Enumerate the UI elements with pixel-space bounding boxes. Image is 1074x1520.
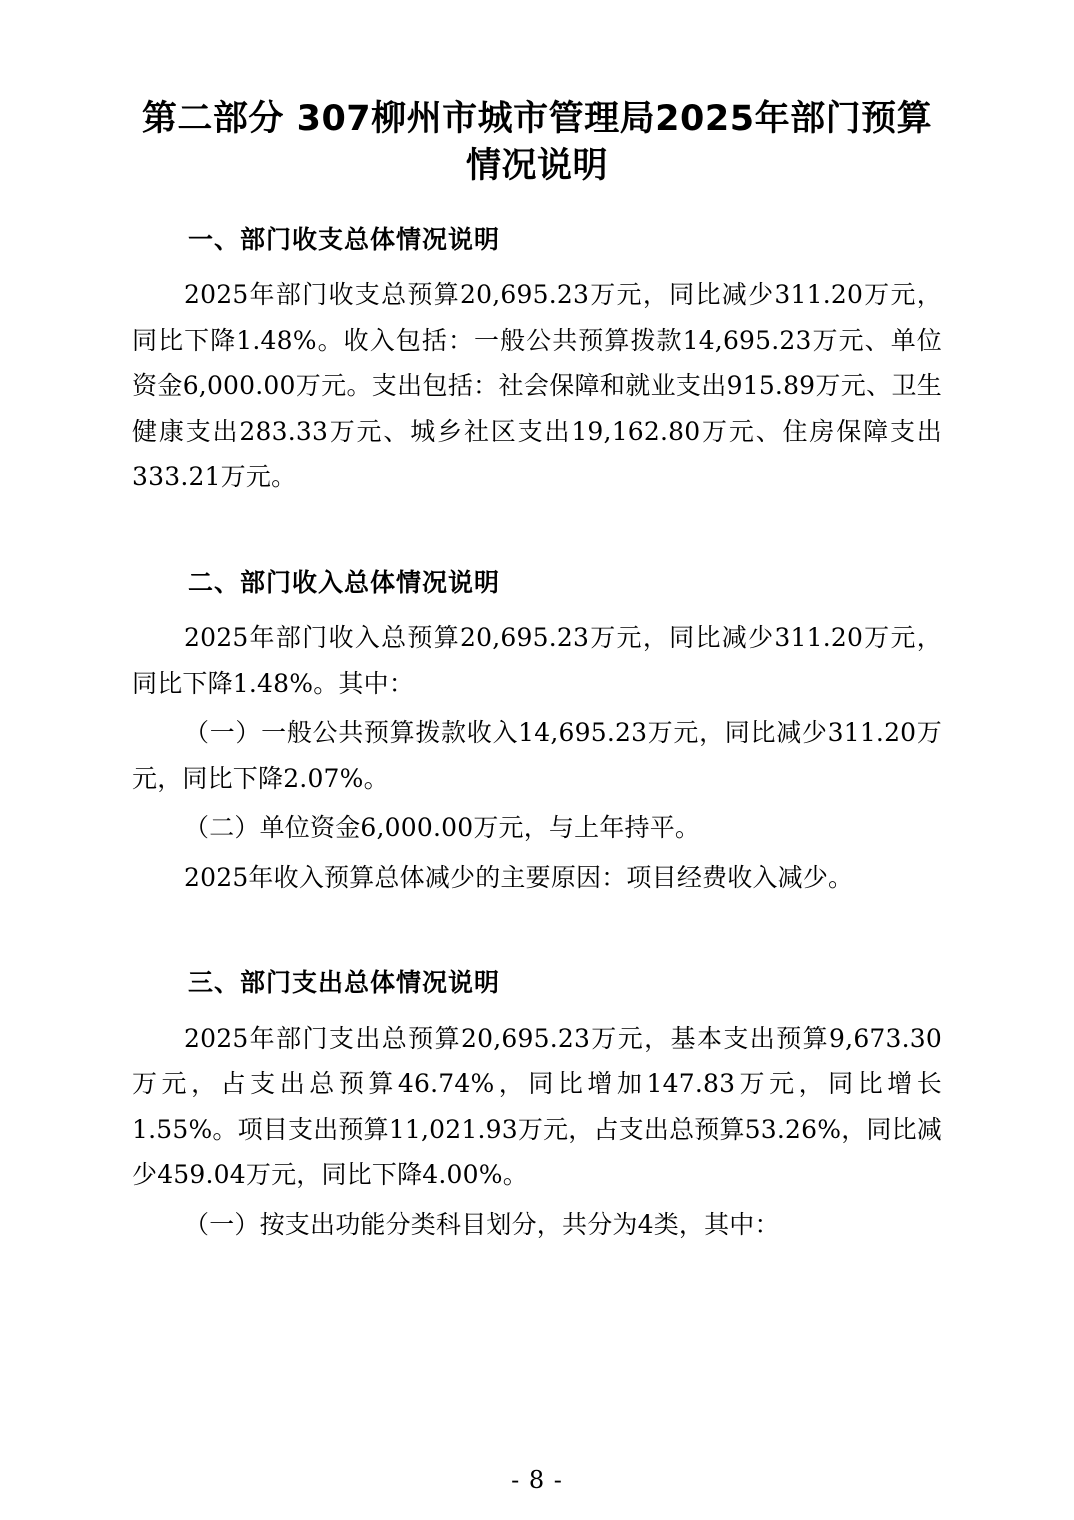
section-3-paragraph-2: （一）按支出功能分类科目划分，共分为4类，其中： bbox=[184, 1209, 780, 1239]
page-title: 第二部分 307柳州市城市管理局2025年部门预算情况说明 bbox=[141, 99, 933, 187]
section-divider-1 bbox=[132, 516, 942, 538]
section-divider-2 bbox=[132, 916, 942, 938]
section-2-paragraph-1: 2025年部门收入总预算20,695.23万元，同比减少311.20万元，同比下降1.48%。其中： bbox=[132, 623, 942, 698]
section-heading-1: 一、部门收支总体情况说明 bbox=[188, 224, 501, 254]
section-2-paragraph-3: （二）单位资金6,000.00万元，与上年持平。 bbox=[184, 813, 701, 842]
section-heading-2: 二、部门收入总体情况说明 bbox=[188, 567, 501, 597]
section-2-paragraph-4: 2025年收入预算总体减少的主要原因：项目经费收入减少。 bbox=[184, 862, 854, 892]
section-heading-3: 三、部门支出总体情况说明 bbox=[188, 968, 501, 997]
section-2-paragraph-2: （一）一般公共预算拨款收入14,695.23万元，同比减少311.20万元，同比下降2.07%。 bbox=[132, 718, 942, 793]
section-1-paragraph-1: 2025年部门收支总预算20,695.23万元，同比减少311.20万元，同比下降1.48%。收入包括：一般公共预算拨款14,695.23万元、单位资金6,000.00万元。支出包括：社会保障和就业支出915.89万元、卫生健康支出283.33万元、城乡社区支出19,162.80万元、住房保障支出333.21万元。 bbox=[132, 280, 942, 491]
section-3-paragraph-1: 2025年部门支出总预算20,695.23万元，基本支出预算9,673.30万元，占支出总预算46.74%，同比增加147.83万元，同比增长1.55%。项目支出预算11,021.93万元，占支出总预算53.26%，同比减少459.04万元，同比下降4.00%。 bbox=[132, 1023, 942, 1189]
page-number: - 8 - bbox=[511, 1466, 563, 1494]
